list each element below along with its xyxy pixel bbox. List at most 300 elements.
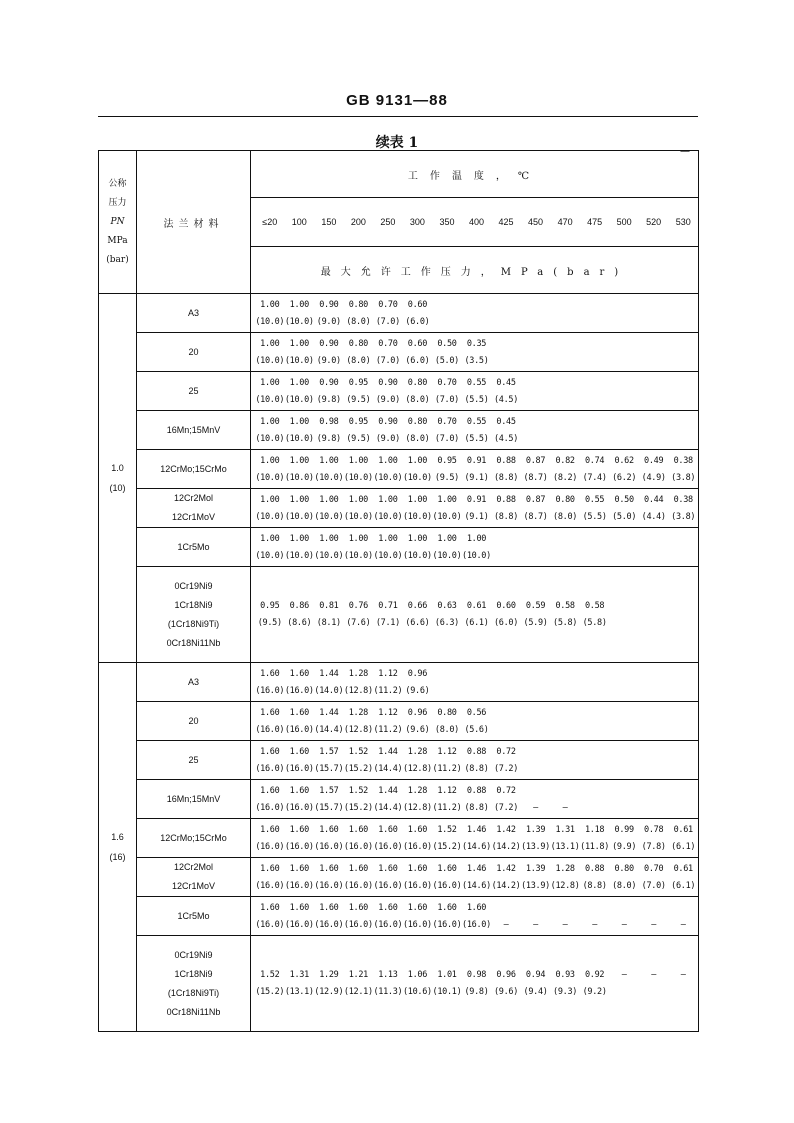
pressure-bar-value: (8.7) — [523, 472, 548, 483]
pressure-values-cell — [251, 780, 699, 819]
pressure-mpa-value: 1.12 — [378, 707, 398, 718]
material-cell — [137, 741, 251, 780]
pressure-bar-value: — — [562, 802, 568, 813]
bar-values-line — [255, 984, 698, 1001]
pressure-bar-value: (5.6) — [464, 724, 489, 735]
pressure-bar-value: (16.0) — [402, 919, 432, 930]
pressure-bar-value: (9.0) — [316, 316, 341, 327]
pressure-bar-value: (6.1) — [464, 618, 489, 628]
pressure-mpa-value: 0.62 — [614, 455, 634, 466]
pressure-bar-value: (3.5) — [464, 355, 489, 366]
pressure-mpa-value: 1.60 — [348, 902, 368, 913]
table-row — [99, 489, 699, 528]
pressure-bar-value: (16.0) — [462, 919, 491, 930]
pressure-bar-value: (7.0) — [641, 880, 666, 891]
pressure-mpa-value: 1.42 — [496, 824, 516, 835]
bar-values-line — [255, 682, 698, 699]
pressure-mpa-value: 0.80 — [614, 863, 634, 874]
pressure-bar-value: (14.4) — [314, 724, 344, 735]
pressure-bar-value: — — [533, 802, 538, 813]
pressure-mpa-value: 1.60 — [289, 824, 309, 835]
pressure-bar-value: (10.0) — [284, 511, 314, 522]
pressure-values-cell — [251, 372, 699, 411]
bar-values-line — [255, 352, 698, 369]
pressure-bar-value: (11.3) — [373, 987, 403, 997]
pressure-bar-value: (12.8) — [343, 724, 373, 735]
pn-value-cell — [99, 663, 137, 1032]
pressure-bar-value: (10.0) — [314, 550, 344, 561]
pressure-mpa-value: 1.60 — [378, 902, 398, 913]
pressure-bar-value: (7.0) — [375, 316, 400, 327]
mpa-values-line — [255, 452, 698, 469]
pressure-mpa-value: 1.06 — [407, 970, 428, 980]
pressure-bar-value: (10.0) — [314, 472, 344, 483]
pressure-bar-value: (16.0) — [255, 880, 285, 891]
material-cell — [137, 333, 251, 372]
pressure-mpa-value: 1.00 — [407, 494, 428, 505]
pressure-bar-value: (7.1) — [375, 618, 400, 628]
material-cell — [137, 567, 251, 663]
table-row — [99, 411, 699, 450]
pressure-bar-value: (16.0) — [284, 763, 314, 774]
mpa-values-line — [255, 860, 698, 877]
pressure-mpa-value: 1.00 — [260, 494, 280, 505]
pressure-bar-value: (10.0) — [373, 511, 403, 522]
pressure-bar-value: — — [592, 919, 598, 930]
pressure-bar-value: (16.0) — [255, 841, 285, 852]
pressure-mpa-value: 1.42 — [496, 863, 516, 874]
pressure-bar-value: (8.8) — [582, 880, 607, 891]
pressure-mpa-value: 1.28 — [348, 707, 368, 718]
pressure-mpa-value: 1.60 — [407, 863, 428, 874]
pressure-mpa-value: 1.60 — [289, 785, 309, 796]
pressure-bar-value: (16.0) — [314, 919, 344, 930]
pressure-bar-value: (9.5) — [434, 472, 459, 483]
pressure-bar-value: (6.0) — [493, 618, 519, 628]
pressure-mpa-value: 1.00 — [466, 533, 487, 544]
pressure-mpa-value: 1.60 — [378, 863, 398, 874]
pressure-mpa-value: 1.60 — [260, 902, 280, 913]
temperature-label: 350 — [439, 217, 455, 227]
material-name: 12Cr2Mol — [173, 862, 213, 872]
pressure-bar-value: (5.5) — [464, 394, 489, 405]
pressure-bar-value: (10.0) — [432, 550, 462, 561]
pressure-bar-value: (4.5) — [493, 394, 519, 405]
pressure-bar-value: (14.4) — [373, 763, 403, 774]
pressure-mpa-value: 1.00 — [289, 455, 309, 466]
pressure-mpa-value: 1.60 — [437, 902, 457, 913]
material-name: 12Cr1MoV — [171, 512, 216, 522]
pressure-mpa-value: 0.88 — [496, 494, 516, 505]
pressure-mpa-value: 0.72 — [496, 746, 516, 757]
pressure-mpa-value: 1.60 — [319, 863, 339, 874]
pressure-mpa-value: 0.59 — [525, 601, 546, 611]
pressure-bar-value: (15.7) — [314, 802, 344, 813]
pressure-bar-value: (10.0) — [432, 511, 462, 522]
pressure-bar-value: (8.0) — [346, 355, 371, 366]
pressure-mpa-value: 0.96 — [407, 668, 428, 679]
pressure-mpa-value: 0.90 — [378, 416, 398, 427]
pressure-bar-value: (8.0) — [553, 511, 578, 522]
material-name: 20 — [188, 715, 199, 726]
pressure-bar-value: — — [621, 919, 627, 930]
pressure-values-cell — [251, 702, 699, 741]
pressure-mpa-value: 0.70 — [437, 377, 457, 388]
pressure-mpa-value: 1.44 — [378, 746, 398, 757]
bar-values-line — [255, 391, 698, 408]
pressure-mpa-value: 0.80 — [437, 707, 457, 718]
pressure-bar-value: (9.5) — [257, 618, 282, 628]
pressure-mpa-value: 0.72 — [496, 785, 516, 796]
pn-label-3 — [99, 213, 136, 232]
pressure-bar-value: (15.2) — [255, 987, 285, 997]
pressure-bar-value: (4.5) — [493, 433, 519, 444]
pressure-mpa-value: 1.12 — [378, 668, 398, 679]
table-row — [99, 741, 699, 780]
pressure-mpa-value: 0.91 — [466, 494, 487, 505]
pressure-values-cell — [251, 411, 699, 450]
pressure-bar-value: (9.0) — [375, 394, 400, 405]
pressure-mpa-value: 0.61 — [673, 824, 693, 835]
pressure-mpa-value: 1.60 — [348, 824, 368, 835]
mpa-values-line — [255, 296, 698, 313]
table-row — [99, 450, 699, 489]
pressure-bar-value: (11.2) — [373, 685, 403, 696]
material-name: 0Cr19Ni9 — [174, 949, 213, 960]
bar-values-line — [255, 313, 698, 330]
temperature-label: 475 — [587, 217, 603, 227]
pressure-mpa-value: — — [621, 970, 627, 980]
pressure-mpa-value: 1.28 — [348, 668, 368, 679]
pressure-bar-value: (16.0) — [373, 919, 403, 930]
pressure-mpa-value: 1.44 — [319, 668, 339, 679]
pressure-mpa-value: 1.60 — [260, 863, 280, 874]
pressure-mpa-value: 0.88 — [496, 455, 516, 466]
pressure-bar-value: (10.6) — [402, 987, 432, 997]
pressure-mpa-value: 1.12 — [437, 746, 457, 757]
pressure-mpa-value: 1.60 — [466, 902, 487, 913]
pn-column-header — [99, 151, 137, 294]
pressure-bar-value: (16.0) — [343, 919, 373, 930]
pressure-bar-value: (16.0) — [284, 724, 314, 735]
pressure-mpa-value: 1.00 — [319, 455, 339, 466]
pressure-bar-value: (8.0) — [405, 394, 430, 405]
pressure-mpa-value: 0.49 — [644, 455, 664, 466]
pressure-header: 最大允许工作压力，MPa(bar) — [251, 247, 699, 294]
temperature-label: 425 — [498, 217, 514, 227]
pressure-mpa-value: 0.55 — [584, 494, 605, 505]
pressure-values-cell — [251, 897, 699, 936]
mpa-values-line — [255, 704, 698, 721]
pressure-bar-value: (16.0) — [284, 802, 314, 813]
pressure-bar-value: (16.0) — [343, 880, 373, 891]
pn-bar-value: (16) — [109, 852, 126, 862]
temperature-label: 530 — [675, 217, 691, 227]
pressure-values-cell — [251, 858, 699, 897]
pressure-bar-value: (4.9) — [641, 472, 666, 483]
material-name: 12CrMo;15CrMo — [160, 832, 227, 843]
pressure-mpa-value: 1.57 — [319, 746, 339, 757]
pressure-bar-value: (14.2) — [491, 880, 521, 891]
pressure-mpa-value: 1.60 — [437, 863, 457, 874]
material-name: 20 — [188, 346, 199, 357]
pressure-mpa-value: 1.57 — [319, 785, 339, 796]
pn-label-4: MPa — [107, 235, 128, 246]
pressure-mpa-value: 1.00 — [437, 494, 457, 505]
pressure-bar-value: (8.6) — [287, 618, 312, 628]
pressure-mpa-value: 0.60 — [407, 338, 428, 349]
material-name: 1Cr5Mo — [177, 541, 210, 552]
table-row — [99, 819, 699, 858]
pressure-bar-value: (7.8) — [641, 841, 666, 852]
pressure-bar-value: (6.6) — [405, 618, 430, 628]
pressure-mpa-value: 0.95 — [260, 601, 280, 611]
pressure-bar-value: (8.0) — [434, 724, 459, 735]
pressure-mpa-value: 1.52 — [348, 746, 368, 757]
material-column-header: 法兰材料 — [137, 151, 251, 294]
pressure-bar-value: (6.1) — [671, 880, 696, 891]
pressure-mpa-value: 1.28 — [407, 785, 428, 796]
pressure-mpa-value: 1.29 — [319, 970, 339, 980]
pressure-mpa-value: 1.60 — [407, 902, 428, 913]
pressure-bar-value: (8.8) — [493, 472, 519, 483]
pressure-bar-value: (7.0) — [375, 355, 400, 366]
temperature-label: 520 — [646, 217, 662, 227]
pressure-values-cell — [251, 741, 699, 780]
pressure-bar-value: (7.4) — [582, 472, 607, 483]
pressure-bar-value: (10.0) — [255, 433, 285, 444]
pressure-mpa-value: 0.82 — [555, 455, 575, 466]
pressure-bar-value: (5.8) — [582, 618, 607, 628]
pressure-mpa-value: 1.44 — [319, 707, 339, 718]
table-row — [99, 858, 699, 897]
pressure-bar-value: (16.0) — [314, 841, 344, 852]
mpa-values-line — [255, 782, 698, 799]
pressure-bar-value: (9.6) — [493, 987, 519, 997]
pressure-mpa-value: 0.98 — [466, 970, 487, 980]
pressure-bar-value: (9.0) — [316, 355, 341, 366]
pressure-bar-value: (16.0) — [402, 841, 432, 852]
pressure-bar-value: (10.0) — [255, 550, 285, 561]
pressure-mpa-value: 1.28 — [407, 746, 428, 757]
pressure-mpa-value: 0.88 — [466, 785, 487, 796]
pressure-mpa-value: 1.39 — [525, 824, 546, 835]
mpa-values-line — [255, 374, 698, 391]
pressure-bar-value: (5.0) — [612, 511, 637, 522]
temperature-label: 150 — [321, 217, 337, 227]
temperature-values-row — [251, 198, 699, 247]
pressure-bar-value: (16.0) — [255, 919, 285, 930]
pressure-mpa-value: 1.00 — [348, 455, 368, 466]
pressure-bar-value: (8.8) — [493, 511, 519, 522]
pressure-bar-value: (4.4) — [641, 511, 666, 522]
material-name: A3 — [187, 307, 199, 318]
material-cell — [137, 411, 251, 450]
pressure-mpa-value: 0.94 — [525, 970, 546, 980]
pressure-bar-value: (9.8) — [316, 433, 341, 444]
pressure-mpa-value: 1.60 — [407, 824, 428, 835]
pressure-bar-value: (13.1) — [284, 987, 314, 997]
pressure-bar-value: (13.9) — [521, 841, 550, 852]
mpa-values-line — [255, 335, 698, 352]
pressure-bar-value: (8.8) — [464, 763, 489, 774]
pressure-mpa-value: 1.01 — [437, 970, 457, 980]
pn-label-5: (bar) — [106, 254, 129, 265]
pressure-mpa-value: 1.00 — [407, 533, 428, 544]
table-row — [99, 567, 699, 663]
pressure-mpa-value: 0.91 — [466, 455, 487, 466]
pressure-mpa-value: 0.76 — [348, 601, 368, 611]
pressure-mpa-value: 0.38 — [673, 494, 693, 505]
pressure-bar-value: (16.0) — [255, 763, 285, 774]
pressure-mpa-value: 1.00 — [289, 494, 309, 505]
pressure-bar-value: (16.0) — [284, 685, 314, 696]
table-row — [99, 294, 699, 333]
pressure-mpa-value: 1.00 — [437, 533, 457, 544]
pressure-mpa-value: 1.46 — [466, 863, 487, 874]
pressure-mpa-value: 0.50 — [614, 494, 634, 505]
material-cell — [137, 528, 251, 567]
pressure-mpa-value: 0.60 — [496, 601, 516, 611]
pressure-bar-value: (16.0) — [255, 802, 285, 813]
pressure-mpa-value: 1.00 — [289, 377, 309, 388]
pressure-bar-value: (12.1) — [343, 987, 373, 997]
pressure-mpa-value: 0.60 — [407, 299, 428, 310]
pressure-mpa-value: 0.35 — [466, 338, 487, 349]
pressure-mpa-value: 0.44 — [644, 494, 664, 505]
pressure-mpa-value: 0.80 — [555, 494, 575, 505]
pressure-mpa-value: 1.00 — [289, 338, 309, 349]
pressure-bar-value: (9.6) — [405, 724, 430, 735]
pressure-bar-value: — — [651, 919, 657, 930]
bar-values-line — [255, 838, 698, 855]
material-name: 1Cr18Ni9 — [174, 968, 213, 979]
pressure-mpa-value: 1.00 — [319, 533, 339, 544]
temperature-label: 470 — [557, 217, 573, 227]
table-row — [99, 936, 699, 1032]
pressure-mpa-value: 1.00 — [260, 377, 280, 388]
pressure-bar-value: (3.8) — [671, 472, 696, 483]
pressure-bar-value: (12.8) — [402, 763, 432, 774]
table-body — [99, 294, 699, 1032]
pressure-bar-value: (8.0) — [405, 433, 430, 444]
pressure-mpa-value: 1.00 — [260, 533, 280, 544]
pressure-mpa-value: 0.61 — [466, 601, 487, 611]
pressure-bar-value: — — [503, 919, 509, 930]
material-name: (1Cr18Ni9Ti) — [167, 618, 220, 629]
material-name: 0Cr19Ni9 — [174, 580, 213, 591]
pressure-bar-value: (10.0) — [402, 550, 432, 561]
bar-values-line — [255, 469, 698, 486]
pressure-bar-value: (3.8) — [671, 511, 696, 522]
material-cell — [137, 897, 251, 936]
mpa-values-line — [255, 743, 698, 760]
pressure-mpa-value: 0.96 — [407, 707, 428, 718]
pressure-mpa-value: 1.00 — [260, 455, 280, 466]
pressure-mpa-value: 0.70 — [378, 299, 398, 310]
pressure-bar-value: (6.3) — [434, 618, 459, 628]
bar-values-line — [255, 799, 698, 816]
pressure-bar-value: (16.0) — [373, 841, 403, 852]
pressure-bar-value: (5.5) — [464, 433, 489, 444]
pressure-mpa-value: 0.80 — [348, 299, 368, 310]
pressure-bar-value: (8.7) — [523, 511, 548, 522]
pn-label-3-text: PN — [110, 216, 125, 227]
pressure-mpa-value: 1.31 — [555, 824, 575, 835]
pn-label-1: 公称 — [108, 178, 127, 189]
mpa-values-line — [255, 899, 698, 916]
pressure-bar-value: (10.0) — [284, 433, 314, 444]
mpa-values-line — [255, 967, 698, 984]
pressure-bar-value: (10.0) — [462, 550, 491, 561]
pressure-mpa-value: 1.52 — [348, 785, 368, 796]
pressure-bar-value: (10.0) — [255, 355, 285, 366]
pressure-mpa-value: 1.60 — [289, 668, 309, 679]
pressure-mpa-value: 1.60 — [319, 902, 339, 913]
pressure-bar-value: (9.3) — [553, 987, 578, 997]
material-cell — [137, 663, 251, 702]
pressure-values-cell — [251, 936, 699, 1032]
pressure-mpa-value: 1.60 — [260, 707, 280, 718]
material-name: 12CrMo;15CrMo — [160, 463, 227, 474]
pressure-bar-value: (5.5) — [582, 511, 607, 522]
pressure-mpa-value: 0.56 — [466, 707, 487, 718]
mpa-values-line — [255, 665, 698, 682]
pressure-bar-value: (6.1) — [671, 841, 696, 852]
mpa-values-line — [255, 821, 698, 838]
pressure-bar-value: (7.2) — [493, 763, 519, 774]
pressure-bar-value: (7.6) — [346, 618, 371, 628]
temperature-label: 250 — [380, 217, 396, 227]
table-row — [99, 780, 699, 819]
pressure-mpa-value: 0.90 — [378, 377, 398, 388]
pressure-bar-value: (15.2) — [343, 763, 373, 774]
pressure-bar-value: (12.8) — [343, 685, 373, 696]
pressure-mpa-value: 1.21 — [348, 970, 368, 980]
pressure-mpa-value: 1.31 — [289, 970, 309, 980]
material-cell — [137, 858, 251, 897]
pressure-mpa-value: 0.45 — [496, 377, 516, 388]
pressure-bar-value: (14.0) — [314, 685, 344, 696]
pressure-mpa-value: 0.80 — [348, 338, 368, 349]
pressure-bar-value: (12.9) — [314, 987, 344, 997]
pressure-bar-value: (16.0) — [373, 880, 403, 891]
material-name: 12Cr2Mol — [173, 493, 213, 503]
bar-values-line — [255, 508, 698, 525]
pressure-mpa-value: 1.52 — [260, 970, 280, 980]
pressure-bar-value: (10.0) — [314, 511, 344, 522]
material-name: 0Cr18Ni11Nb — [166, 1006, 221, 1017]
pressure-bar-value: (10.0) — [284, 550, 314, 561]
pressure-mpa-value: 0.96 — [496, 970, 516, 980]
pressure-bar-value: (16.0) — [432, 919, 462, 930]
material-name: 25 — [188, 385, 199, 396]
pressure-mpa-value: 1.13 — [378, 970, 398, 980]
pressure-values-cell — [251, 567, 699, 663]
pressure-mpa-value: 1.00 — [348, 533, 368, 544]
pressure-values-cell — [251, 663, 699, 702]
bar-values-line — [255, 547, 698, 564]
material-name: (1Cr18Ni9Ti) — [167, 987, 220, 998]
pn-value: 1.6 — [111, 832, 124, 842]
material-cell — [137, 450, 251, 489]
pressure-bar-value: (5.0) — [434, 355, 459, 366]
pressure-bar-value: (9.5) — [346, 394, 371, 405]
bar-values-line — [255, 760, 698, 777]
document-header: GB 9131—88 — [346, 92, 448, 109]
pressure-mpa-value: 1.46 — [466, 824, 487, 835]
pn-bar-value: (10) — [109, 483, 126, 493]
